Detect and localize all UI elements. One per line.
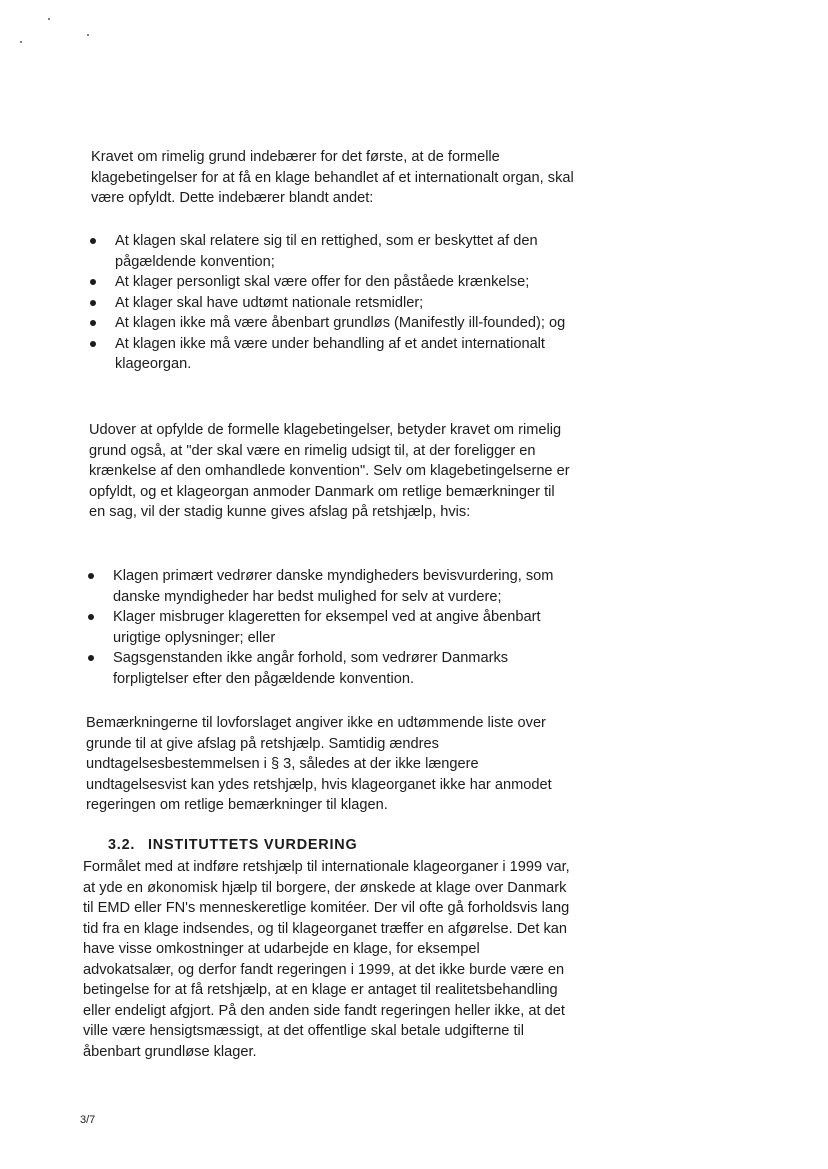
refusal-grounds-list <box>88 566 578 689</box>
bullet-icon <box>88 573 94 579</box>
assessment-paragraph: Formålet med at indføre retshjælp til internationale klageorganer i 1999 var, at yde en økonomisk hjælp til borgere, der ønskede at klage over Danmark til EMD eller FN's menneskeretlige komitéer. Der vil ofte gå forholdsvis lang tid fra en klage indsendes, og til klageorganet træffer en afgørelse. Det kan have visse omkostninger at udarbejde en klage, for eksempel advokatsalær, og derfor fandt regeringen i 1999, at det ikke burde være en betingelse for at få retshjælp, at en klage er antaget til realitetsbehandling eller endeligt afgjort. På den anden side fandt regeringen heller ikke, at det ville være hensigtsmæssigt, at det offentlige skal betale udgifterne til åbenbart grundløse klager. <box>83 859 570 1060</box>
bullet-icon <box>90 300 96 306</box>
section-heading <box>108 837 357 853</box>
section-title: INSTITUTTETS VURDERING <box>148 837 358 853</box>
bullet-icon <box>88 655 94 661</box>
scan-speck <box>87 34 89 36</box>
intro-paragraph: Kravet om rimelig grund indebærer for det første, at de formelle klagebetingelser for at få en klage behandlet af et internationalt organ, skal være opfyldt. Dette indebærer blandt andet: <box>91 149 574 206</box>
list-item: Sagsgenstanden ikke angår forhold, som vedrører Danmarks forpligtelser efter den pågældende konvention. <box>88 648 578 689</box>
bullet-icon <box>90 238 96 244</box>
list-item: Klager misbruger klageretten for eksempel ved at angive åbenbart urigtige oplysninger; eller <box>88 607 578 648</box>
bill-remarks-paragraph: Bemærkningerne til lovforslaget angiver ikke en udtømmende liste over grunde til at give afslag på retshjælp. Samtidig ændres undtagelsesbestemmelsen i § 3, således at der ikke længere undtagelsesvist kan ydes retshjælp, hvis klageorganet ikke har anmodet regeringen om retlige bemærkninger til klagen. <box>86 715 552 813</box>
section-number: 3.2. <box>108 837 136 853</box>
scan-speck <box>48 18 50 20</box>
bullet-icon <box>90 320 96 326</box>
page-number: 3/7 <box>80 1114 96 1126</box>
scan-speck <box>20 41 22 43</box>
list-item: At klager personligt skal være offer for den påståede krænkelse; <box>90 272 580 293</box>
list-item: At klagen ikke må være under behandling af et andet internationalt klageorgan. <box>90 334 580 375</box>
bullet-icon <box>90 279 96 285</box>
list-item: Klagen primært vedrører danske myndigheders bevisvurdering, som danske myndigheder har bedst mulighed for selv at vurdere; <box>88 566 578 607</box>
list-item: At klagen ikke må være åbenbart grundløs (Manifestly ill-founded); og <box>90 313 580 334</box>
reasonable-grounds-paragraph: Udover at opfylde de formelle klagebetingelser, betyder kravet om rimelig grund også, at "der skal være en rimelig udsigt til, at der foreligger en krænkelse af den omhandlede konvention". Selv om klagebetingelserne er opfyldt, og et klageorgan anmoder Danmark om retlige bemærkninger til en sag, vil der stadig kunne gives afslag på retshjælp, hvis: <box>89 422 570 520</box>
list-item: At klager skal have udtømt nationale retsmidler; <box>90 293 580 314</box>
list-item: At klagen skal relatere sig til en rettighed, som er beskyttet af den pågældende konvention; <box>90 231 580 272</box>
bullet-icon <box>88 614 94 620</box>
criteria-list <box>90 231 580 375</box>
bullet-icon <box>90 341 96 347</box>
